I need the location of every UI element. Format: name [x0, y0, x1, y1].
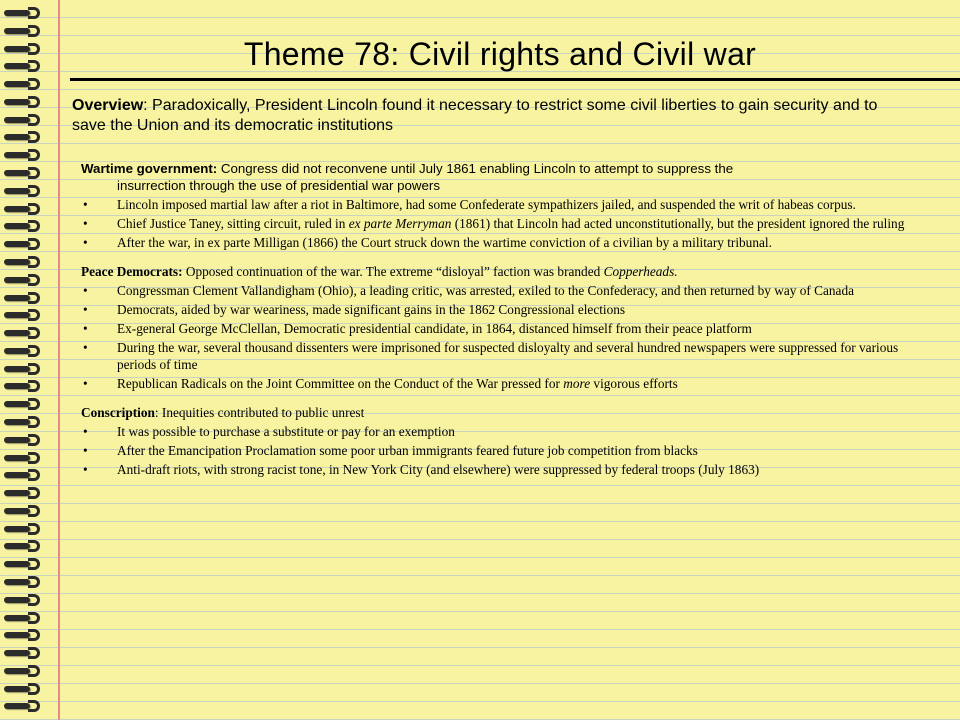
spiral-ring-icon — [4, 575, 44, 589]
case-name: ex parte Merryman — [348, 216, 452, 231]
spiral-ring-icon — [4, 682, 44, 696]
spiral-ring-icon — [4, 113, 44, 127]
spiral-ring-icon — [4, 95, 44, 109]
spiral-ring-icon — [4, 397, 44, 411]
section-peace-democrats — [81, 263, 926, 392]
list-item: • Congressman Clement Vallandigham (Ohio), a leading critic, was arrested, exiled to the Confederacy, and then returned by way of Canada — [81, 282, 926, 299]
spiral-ring-icon — [4, 255, 44, 269]
peace-b5-em: more — [563, 376, 591, 391]
spiral-ring-icon — [4, 219, 44, 233]
conscription-bullets — [81, 423, 926, 478]
spiral-ring-icon — [4, 699, 44, 713]
spiral-ring-icon — [4, 468, 44, 482]
spiral-ring-icon — [4, 148, 44, 162]
list-item: • Ex-general George McClellan, Democratic presidential candidate, in 1864, distanced himself from their peace platform — [81, 320, 926, 337]
spiral-ring-icon — [4, 664, 44, 678]
peace-intro-em: Copperheads. — [603, 264, 678, 279]
peace-label: Peace Democrats: — [81, 264, 183, 279]
wartime-intro-line2: insurrection through the use of presidential war powers — [117, 178, 440, 193]
peace-intro — [81, 263, 926, 280]
spiral-ring-icon — [4, 362, 44, 376]
list-item: • After the Emancipation Proclamation some poor urban immigrants feared future job competition from blacks — [81, 442, 926, 459]
spiral-ring-icon — [4, 451, 44, 465]
page-title: Theme 78: Civil rights and Civil war — [243, 36, 757, 72]
list-item: • During the war, several thousand dissenters were imprisoned for suspected disloyalty and several hundred newspapers were suppressed for various periods of time — [81, 339, 926, 373]
spiral-ring-icon — [4, 628, 44, 642]
spiral-ring-icon — [4, 539, 44, 553]
wartime-b2-pre: Chief Justice Taney, sitting circuit, ruled in — [117, 216, 349, 231]
list-item: • After the war, in ex parte Milligan (1866) the Court struck down the wartime conviction of a civilian by a military tribunal. — [81, 234, 926, 251]
spiral-ring-icon — [4, 326, 44, 340]
list-item: • Anti-draft riots, with strong racist tone, in New York City (and elsewhere) were suppressed by federal troops (July 1863) — [81, 461, 926, 478]
list-item: • Lincoln imposed martial law after a riot in Baltimore, had some Confederate sympathizers jailed, and suspended the writ of habeas corpus. — [81, 196, 926, 213]
spiral-ring-icon — [4, 237, 44, 251]
spiral-ring-icon — [4, 504, 44, 518]
conscription-intro — [81, 404, 926, 421]
spiral-ring-icon — [4, 486, 44, 500]
spiral-ring-icon — [4, 522, 44, 536]
spiral-ring-icon — [4, 557, 44, 571]
conscription-intro-text: : Inequities contributed to public unrest — [154, 405, 365, 420]
wartime-b2-post: (1861) that Lincoln had acted unconstitutionally, but the president ignored the ruling — [451, 216, 905, 231]
list-item — [81, 375, 926, 392]
title-underline — [70, 78, 960, 81]
spiral-binding — [0, 0, 48, 720]
section-conscription — [81, 404, 926, 478]
overview-paragraph — [72, 96, 902, 136]
overview-label: Overview — [72, 97, 144, 114]
wartime-label: Wartime government: — [81, 161, 218, 176]
peace-b5-post: vigorous efforts — [590, 376, 678, 391]
spiral-ring-icon — [4, 291, 44, 305]
notes-body — [81, 160, 926, 490]
overview-text: : Paradoxically, President Lincoln found it necessary to restrict some civil liberties to gain security and to save the Union and its democratic institutions — [72, 97, 878, 134]
peace-b5-pre: Republican Radicals on the Joint Committee on the Conduct of the War pressed for — [117, 376, 564, 391]
peace-intro-text: Opposed continuation of the war. The extreme “disloyal” faction was branded — [182, 264, 604, 279]
spiral-ring-icon — [4, 166, 44, 180]
spiral-ring-icon — [4, 611, 44, 625]
spiral-ring-icon — [4, 593, 44, 607]
wartime-intro-line1: Congress did not reconvene until July 1861 enabling Lincoln to attempt to suppress the — [217, 161, 734, 176]
spiral-ring-icon — [4, 202, 44, 216]
spiral-ring-icon — [4, 77, 44, 91]
spiral-ring-icon — [4, 344, 44, 358]
spiral-ring-icon — [4, 184, 44, 198]
spiral-ring-icon — [4, 379, 44, 393]
conscription-label: Conscription — [81, 405, 155, 420]
spiral-ring-icon — [4, 415, 44, 429]
wartime-bullets — [81, 196, 926, 251]
spiral-ring-icon — [4, 646, 44, 660]
peace-bullets — [81, 282, 926, 392]
spiral-ring-icon — [4, 308, 44, 322]
spiral-ring-icon — [4, 433, 44, 447]
list-item: • It was possible to purchase a substitute or pay for an exemption — [81, 423, 926, 440]
section-wartime-government — [81, 160, 926, 251]
spiral-ring-icon — [4, 273, 44, 287]
list-item — [81, 215, 926, 232]
list-item: • Democrats, aided by war weariness, made significant gains in the 1862 Congressional elections — [81, 301, 926, 318]
spiral-ring-icon — [4, 130, 44, 144]
wartime-intro — [81, 160, 926, 194]
spiral-ring-icon — [4, 6, 44, 20]
